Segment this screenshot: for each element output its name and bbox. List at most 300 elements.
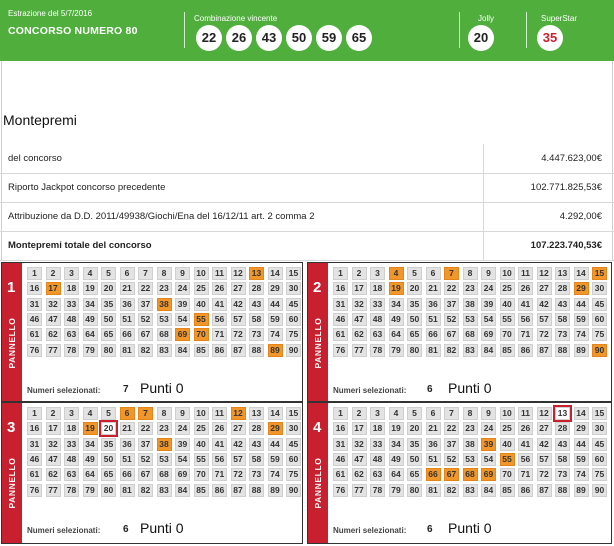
number-cell[interactable]: 11	[518, 267, 533, 280]
number-cell[interactable]: 57	[231, 453, 246, 466]
number-cell[interactable]: 9	[481, 407, 496, 420]
number-cell[interactable]: 68	[157, 328, 172, 341]
number-cell[interactable]: 54	[175, 313, 190, 326]
number-cell[interactable]: 61	[27, 468, 42, 481]
number-cell[interactable]: 13	[555, 267, 570, 280]
number-cell[interactable]: 61	[27, 328, 42, 341]
number-cell[interactable]: 33	[370, 438, 385, 451]
number-cell[interactable]: 48	[370, 313, 385, 326]
number-cell[interactable]: 59	[574, 453, 589, 466]
number-cell[interactable]: 36	[426, 438, 441, 451]
number-cell[interactable]: 39	[175, 298, 190, 311]
number-cell[interactable]: 59	[268, 313, 283, 326]
number-cell[interactable]: 9	[175, 267, 190, 280]
number-cell[interactable]: 58	[249, 313, 264, 326]
number-cell[interactable]: 43	[555, 298, 570, 311]
number-cell[interactable]: 16	[333, 422, 348, 435]
number-cell[interactable]: 25	[194, 422, 209, 435]
number-cell[interactable]: 18	[370, 282, 385, 295]
number-cell[interactable]: 38	[463, 438, 478, 451]
number-cell[interactable]: 76	[333, 344, 348, 357]
number-cell[interactable]: 4	[389, 267, 404, 280]
number-cell[interactable]: 67	[138, 468, 153, 481]
number-cell[interactable]: 81	[120, 484, 135, 497]
number-cell[interactable]: 20	[407, 282, 422, 295]
number-cell[interactable]: 30	[286, 422, 301, 435]
number-cell[interactable]: 55	[500, 453, 515, 466]
number-cell[interactable]: 23	[463, 422, 478, 435]
number-cell[interactable]: 64	[389, 468, 404, 481]
number-cell[interactable]: 16	[27, 422, 42, 435]
number-cell[interactable]: 37	[444, 438, 459, 451]
number-cell[interactable]: 47	[352, 453, 367, 466]
number-cell[interactable]: 10	[500, 407, 515, 420]
number-cell[interactable]: 50	[101, 453, 116, 466]
number-cell[interactable]: 79	[83, 484, 98, 497]
number-cell[interactable]: 26	[518, 422, 533, 435]
number-cell[interactable]: 27	[231, 282, 246, 295]
number-cell[interactable]: 58	[555, 453, 570, 466]
number-cell[interactable]: 12	[537, 267, 552, 280]
number-cell[interactable]: 73	[555, 328, 570, 341]
number-cell[interactable]: 87	[231, 344, 246, 357]
number-cell[interactable]: 14	[574, 267, 589, 280]
number-cell[interactable]: 77	[46, 484, 61, 497]
number-cell[interactable]: 18	[64, 282, 79, 295]
number-cell[interactable]: 28	[249, 282, 264, 295]
number-cell[interactable]: 22	[444, 422, 459, 435]
number-cell[interactable]: 48	[64, 313, 79, 326]
number-cell[interactable]: 30	[286, 282, 301, 295]
number-cell[interactable]: 3	[370, 407, 385, 420]
number-cell[interactable]: 7	[444, 267, 459, 280]
number-cell[interactable]: 79	[83, 344, 98, 357]
number-cell[interactable]: 33	[64, 438, 79, 451]
number-cell[interactable]: 73	[249, 468, 264, 481]
number-cell[interactable]: 52	[444, 453, 459, 466]
number-cell[interactable]: 72	[231, 328, 246, 341]
number-cell[interactable]: 83	[157, 484, 172, 497]
number-cell[interactable]: 64	[83, 468, 98, 481]
number-cell[interactable]: 47	[46, 313, 61, 326]
number-cell[interactable]: 39	[481, 438, 496, 451]
number-cell[interactable]: 17	[46, 282, 61, 295]
number-cell[interactable]: 78	[370, 484, 385, 497]
number-cell[interactable]: 24	[175, 282, 190, 295]
number-cell[interactable]: 25	[194, 282, 209, 295]
number-cell[interactable]: 79	[389, 484, 404, 497]
number-cell[interactable]: 28	[249, 422, 264, 435]
number-cell[interactable]: 7	[138, 267, 153, 280]
number-cell[interactable]: 6	[120, 267, 135, 280]
number-cell[interactable]: 84	[175, 344, 190, 357]
number-cell[interactable]: 31	[27, 438, 42, 451]
number-cell[interactable]: 19	[389, 422, 404, 435]
number-cell[interactable]: 31	[333, 438, 348, 451]
number-cell[interactable]: 69	[175, 328, 190, 341]
number-cell[interactable]: 44	[268, 298, 283, 311]
number-cell[interactable]: 2	[46, 407, 61, 420]
number-cell[interactable]: 56	[518, 313, 533, 326]
number-cell[interactable]: 18	[64, 422, 79, 435]
number-cell[interactable]: 90	[592, 484, 607, 497]
number-cell[interactable]: 9	[175, 407, 190, 420]
number-cell[interactable]: 29	[268, 422, 283, 435]
number-cell[interactable]: 33	[370, 298, 385, 311]
number-cell[interactable]: 68	[463, 468, 478, 481]
number-cell[interactable]: 56	[518, 453, 533, 466]
number-cell[interactable]: 90	[286, 344, 301, 357]
number-cell[interactable]: 80	[101, 484, 116, 497]
number-cell[interactable]: 62	[46, 328, 61, 341]
number-cell[interactable]: 3	[64, 407, 79, 420]
number-cell[interactable]: 27	[231, 422, 246, 435]
number-cell[interactable]: 83	[157, 344, 172, 357]
number-cell[interactable]: 5	[101, 407, 116, 420]
number-cell[interactable]: 20	[101, 282, 116, 295]
number-cell[interactable]: 3	[370, 267, 385, 280]
number-cell[interactable]: 71	[518, 328, 533, 341]
number-cell[interactable]: 43	[249, 298, 264, 311]
number-cell[interactable]: 12	[231, 407, 246, 420]
number-cell[interactable]: 85	[500, 484, 515, 497]
number-cell[interactable]: 52	[444, 313, 459, 326]
number-cell[interactable]: 42	[537, 438, 552, 451]
number-cell[interactable]: 42	[537, 298, 552, 311]
number-cell[interactable]: 38	[463, 298, 478, 311]
number-cell[interactable]: 40	[194, 438, 209, 451]
number-cell[interactable]: 40	[500, 438, 515, 451]
number-cell[interactable]: 10	[194, 267, 209, 280]
number-cell[interactable]: 32	[46, 438, 61, 451]
number-cell[interactable]: 6	[426, 407, 441, 420]
number-cell[interactable]: 51	[120, 453, 135, 466]
number-cell[interactable]: 10	[500, 267, 515, 280]
number-cell[interactable]: 77	[352, 344, 367, 357]
number-cell[interactable]: 81	[426, 344, 441, 357]
number-cell[interactable]: 60	[286, 453, 301, 466]
number-cell[interactable]: 71	[518, 468, 533, 481]
number-cell[interactable]: 39	[481, 298, 496, 311]
number-cell[interactable]: 60	[592, 453, 607, 466]
number-cell[interactable]: 25	[500, 282, 515, 295]
number-cell[interactable]: 53	[463, 313, 478, 326]
number-cell[interactable]: 2	[352, 407, 367, 420]
number-cell[interactable]: 14	[268, 407, 283, 420]
number-cell[interactable]: 16	[27, 282, 42, 295]
number-cell[interactable]: 8	[157, 407, 172, 420]
number-cell[interactable]: 70	[500, 328, 515, 341]
number-cell[interactable]: 44	[574, 438, 589, 451]
number-cell[interactable]: 52	[138, 313, 153, 326]
number-cell[interactable]: 85	[194, 484, 209, 497]
number-cell[interactable]: 55	[194, 313, 209, 326]
number-cell[interactable]: 80	[407, 344, 422, 357]
number-cell[interactable]: 66	[426, 468, 441, 481]
number-cell[interactable]: 21	[426, 282, 441, 295]
number-cell[interactable]: 31	[27, 298, 42, 311]
number-cell[interactable]: 39	[175, 438, 190, 451]
number-cell[interactable]: 73	[249, 328, 264, 341]
number-cell[interactable]: 50	[407, 453, 422, 466]
number-cell[interactable]: 36	[426, 298, 441, 311]
number-cell[interactable]: 15	[592, 267, 607, 280]
number-cell[interactable]: 82	[138, 484, 153, 497]
number-cell[interactable]: 49	[83, 313, 98, 326]
number-cell[interactable]: 45	[286, 438, 301, 451]
number-cell[interactable]: 48	[64, 453, 79, 466]
number-cell[interactable]: 80	[101, 344, 116, 357]
number-cell[interactable]: 89	[268, 484, 283, 497]
number-cell[interactable]: 16	[333, 282, 348, 295]
number-cell[interactable]: 65	[407, 328, 422, 341]
number-cell[interactable]: 74	[574, 328, 589, 341]
number-cell[interactable]: 82	[444, 484, 459, 497]
number-cell[interactable]: 44	[574, 298, 589, 311]
number-cell[interactable]: 85	[500, 344, 515, 357]
number-cell[interactable]: 43	[555, 438, 570, 451]
number-cell[interactable]: 45	[286, 298, 301, 311]
number-cell[interactable]: 2	[352, 267, 367, 280]
number-cell[interactable]: 67	[444, 468, 459, 481]
number-cell[interactable]: 1	[27, 407, 42, 420]
number-cell[interactable]: 50	[407, 313, 422, 326]
number-cell[interactable]: 32	[46, 298, 61, 311]
number-cell[interactable]: 49	[83, 453, 98, 466]
number-cell[interactable]: 64	[83, 328, 98, 341]
number-cell[interactable]: 4	[389, 407, 404, 420]
number-cell[interactable]: 65	[101, 328, 116, 341]
number-cell[interactable]: 26	[518, 282, 533, 295]
number-cell[interactable]: 72	[537, 468, 552, 481]
number-cell[interactable]: 87	[537, 344, 552, 357]
number-cell[interactable]: 13	[555, 407, 570, 420]
number-cell[interactable]: 65	[407, 468, 422, 481]
number-cell[interactable]: 11	[212, 267, 227, 280]
number-cell[interactable]: 78	[64, 484, 79, 497]
number-cell[interactable]: 70	[500, 468, 515, 481]
number-cell[interactable]: 7	[138, 407, 153, 420]
number-cell[interactable]: 65	[101, 468, 116, 481]
number-cell[interactable]: 74	[574, 468, 589, 481]
number-cell[interactable]: 82	[444, 344, 459, 357]
number-cell[interactable]: 85	[194, 344, 209, 357]
number-cell[interactable]: 3	[64, 267, 79, 280]
number-cell[interactable]: 12	[231, 267, 246, 280]
number-cell[interactable]: 81	[426, 484, 441, 497]
number-cell[interactable]: 63	[370, 468, 385, 481]
number-cell[interactable]: 33	[64, 298, 79, 311]
number-cell[interactable]: 45	[592, 438, 607, 451]
number-cell[interactable]: 17	[46, 422, 61, 435]
number-cell[interactable]: 14	[574, 407, 589, 420]
number-cell[interactable]: 72	[537, 328, 552, 341]
number-cell[interactable]: 57	[537, 453, 552, 466]
number-cell[interactable]: 18	[370, 422, 385, 435]
number-cell[interactable]: 20	[101, 422, 116, 435]
number-cell[interactable]: 58	[249, 453, 264, 466]
number-cell[interactable]: 13	[249, 267, 264, 280]
number-cell[interactable]: 88	[555, 344, 570, 357]
number-cell[interactable]: 63	[64, 468, 79, 481]
number-cell[interactable]: 90	[286, 484, 301, 497]
number-cell[interactable]: 76	[27, 344, 42, 357]
number-cell[interactable]: 23	[463, 282, 478, 295]
number-cell[interactable]: 9	[481, 267, 496, 280]
number-cell[interactable]: 5	[407, 407, 422, 420]
number-cell[interactable]: 62	[46, 468, 61, 481]
number-cell[interactable]: 62	[352, 328, 367, 341]
number-cell[interactable]: 71	[212, 328, 227, 341]
number-cell[interactable]: 23	[157, 422, 172, 435]
number-cell[interactable]: 49	[389, 313, 404, 326]
number-cell[interactable]: 12	[537, 407, 552, 420]
number-cell[interactable]: 84	[175, 484, 190, 497]
number-cell[interactable]: 89	[268, 344, 283, 357]
number-cell[interactable]: 19	[83, 282, 98, 295]
number-cell[interactable]: 46	[333, 453, 348, 466]
number-cell[interactable]: 78	[64, 344, 79, 357]
number-cell[interactable]: 69	[481, 328, 496, 341]
number-cell[interactable]: 60	[592, 313, 607, 326]
number-cell[interactable]: 21	[120, 282, 135, 295]
number-cell[interactable]: 71	[212, 468, 227, 481]
number-cell[interactable]: 69	[481, 468, 496, 481]
number-cell[interactable]: 50	[101, 313, 116, 326]
number-cell[interactable]: 76	[333, 484, 348, 497]
number-cell[interactable]: 37	[138, 298, 153, 311]
number-cell[interactable]: 17	[352, 422, 367, 435]
number-cell[interactable]: 76	[27, 484, 42, 497]
number-cell[interactable]: 24	[481, 282, 496, 295]
number-cell[interactable]: 2	[46, 267, 61, 280]
number-cell[interactable]: 4	[83, 407, 98, 420]
number-cell[interactable]: 51	[426, 453, 441, 466]
number-cell[interactable]: 17	[352, 282, 367, 295]
number-cell[interactable]: 46	[27, 453, 42, 466]
number-cell[interactable]: 67	[444, 328, 459, 341]
number-cell[interactable]: 88	[249, 344, 264, 357]
number-cell[interactable]: 66	[426, 328, 441, 341]
number-cell[interactable]: 29	[574, 282, 589, 295]
number-cell[interactable]: 77	[352, 484, 367, 497]
number-cell[interactable]: 87	[231, 484, 246, 497]
number-cell[interactable]: 55	[500, 313, 515, 326]
number-cell[interactable]: 86	[518, 484, 533, 497]
number-cell[interactable]: 32	[352, 298, 367, 311]
number-cell[interactable]: 77	[46, 344, 61, 357]
number-cell[interactable]: 88	[249, 484, 264, 497]
number-cell[interactable]: 34	[389, 438, 404, 451]
number-cell[interactable]: 14	[268, 267, 283, 280]
number-cell[interactable]: 40	[194, 298, 209, 311]
number-cell[interactable]: 30	[592, 422, 607, 435]
number-cell[interactable]: 63	[370, 328, 385, 341]
number-cell[interactable]: 15	[592, 407, 607, 420]
number-cell[interactable]: 89	[574, 484, 589, 497]
number-cell[interactable]: 37	[444, 298, 459, 311]
number-cell[interactable]: 44	[268, 438, 283, 451]
number-cell[interactable]: 84	[481, 484, 496, 497]
number-cell[interactable]: 31	[333, 298, 348, 311]
number-cell[interactable]: 11	[212, 407, 227, 420]
number-cell[interactable]: 67	[138, 328, 153, 341]
number-cell[interactable]: 8	[157, 267, 172, 280]
number-cell[interactable]: 21	[426, 422, 441, 435]
number-cell[interactable]: 36	[120, 298, 135, 311]
number-cell[interactable]: 6	[426, 267, 441, 280]
number-cell[interactable]: 43	[249, 438, 264, 451]
number-cell[interactable]: 34	[389, 298, 404, 311]
number-cell[interactable]: 1	[333, 407, 348, 420]
number-cell[interactable]: 60	[286, 313, 301, 326]
number-cell[interactable]: 72	[231, 468, 246, 481]
number-cell[interactable]: 79	[389, 344, 404, 357]
number-cell[interactable]: 86	[212, 484, 227, 497]
number-cell[interactable]: 40	[500, 298, 515, 311]
number-cell[interactable]: 53	[463, 453, 478, 466]
number-cell[interactable]: 8	[463, 267, 478, 280]
number-cell[interactable]: 61	[333, 328, 348, 341]
number-cell[interactable]: 51	[426, 313, 441, 326]
number-cell[interactable]: 70	[194, 328, 209, 341]
number-cell[interactable]: 54	[481, 313, 496, 326]
number-cell[interactable]: 59	[574, 313, 589, 326]
number-cell[interactable]: 55	[194, 453, 209, 466]
number-cell[interactable]: 37	[138, 438, 153, 451]
number-cell[interactable]: 90	[592, 344, 607, 357]
number-cell[interactable]: 26	[212, 422, 227, 435]
number-cell[interactable]: 58	[555, 313, 570, 326]
number-cell[interactable]: 46	[27, 313, 42, 326]
number-cell[interactable]: 42	[231, 298, 246, 311]
number-cell[interactable]: 89	[574, 344, 589, 357]
number-cell[interactable]: 54	[175, 453, 190, 466]
number-cell[interactable]: 19	[389, 282, 404, 295]
number-cell[interactable]: 87	[537, 484, 552, 497]
number-cell[interactable]: 47	[46, 453, 61, 466]
number-cell[interactable]: 4	[83, 267, 98, 280]
number-cell[interactable]: 27	[537, 422, 552, 435]
number-cell[interactable]: 35	[407, 298, 422, 311]
number-cell[interactable]: 74	[268, 328, 283, 341]
number-cell[interactable]: 53	[157, 453, 172, 466]
number-cell[interactable]: 86	[518, 344, 533, 357]
number-cell[interactable]: 57	[537, 313, 552, 326]
number-cell[interactable]: 75	[592, 468, 607, 481]
number-cell[interactable]: 49	[389, 453, 404, 466]
number-cell[interactable]: 10	[194, 407, 209, 420]
number-cell[interactable]: 36	[120, 438, 135, 451]
number-cell[interactable]: 15	[286, 407, 301, 420]
number-cell[interactable]: 53	[157, 313, 172, 326]
number-cell[interactable]: 35	[101, 298, 116, 311]
number-cell[interactable]: 38	[157, 438, 172, 451]
number-cell[interactable]: 66	[120, 328, 135, 341]
number-cell[interactable]: 63	[64, 328, 79, 341]
number-cell[interactable]: 56	[212, 453, 227, 466]
number-cell[interactable]: 8	[463, 407, 478, 420]
number-cell[interactable]: 81	[120, 344, 135, 357]
number-cell[interactable]: 75	[286, 468, 301, 481]
number-cell[interactable]: 41	[518, 298, 533, 311]
number-cell[interactable]: 6	[120, 407, 135, 420]
number-cell[interactable]: 28	[555, 282, 570, 295]
number-cell[interactable]: 24	[481, 422, 496, 435]
number-cell[interactable]: 84	[481, 344, 496, 357]
number-cell[interactable]: 62	[352, 468, 367, 481]
number-cell[interactable]: 74	[268, 468, 283, 481]
